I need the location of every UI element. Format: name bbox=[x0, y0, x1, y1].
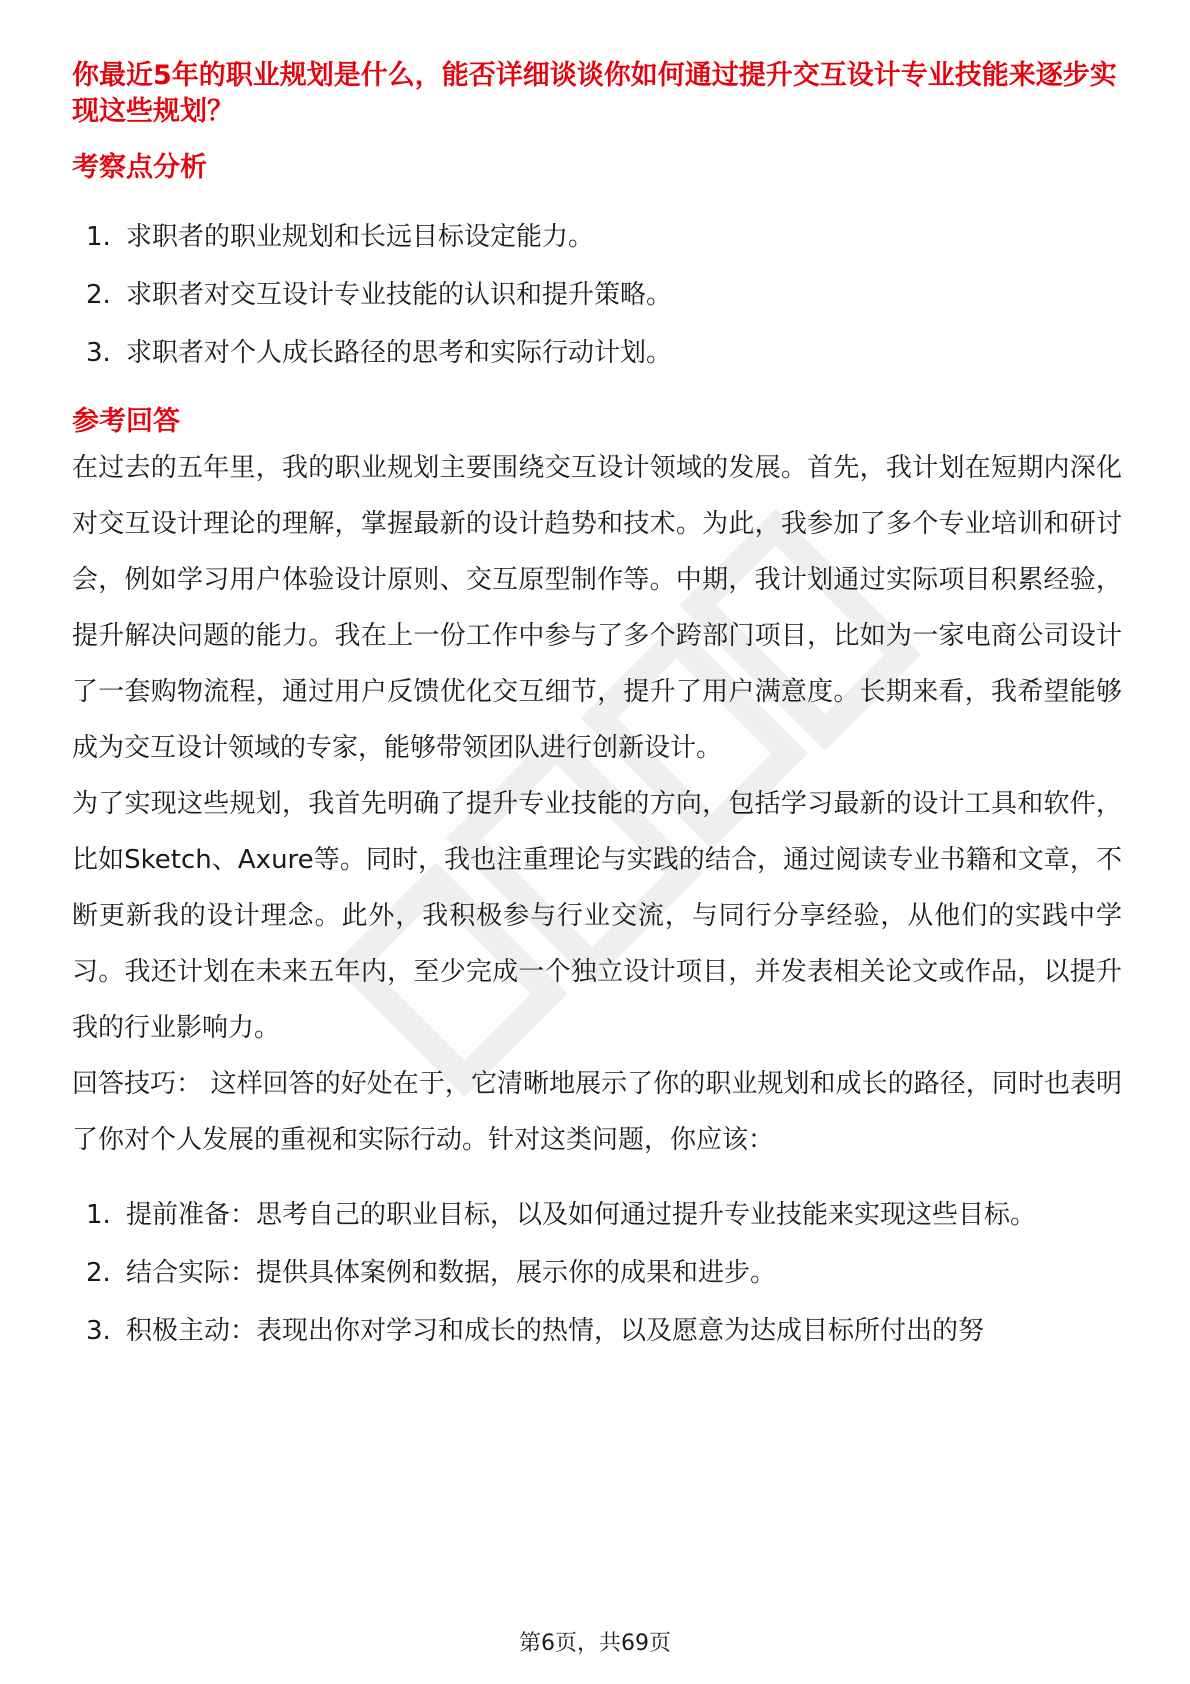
list-text: 求职者的职业规划和长远目标设定能力。 bbox=[126, 222, 595, 252]
list-number: 2. bbox=[86, 280, 111, 310]
list-item bbox=[72, 1186, 1122, 1244]
list-text: 积极主动：表现出你对学习和成长的热情，以及愿意为达成目标所付出的努 bbox=[126, 1316, 985, 1346]
list-text: 结合实际：提供具体案例和数据，展示你的成果和进步。 bbox=[126, 1258, 777, 1288]
list-text: 提前准备：思考自己的职业目标，以及如何通过提升专业技能来实现这些目标。 bbox=[126, 1200, 1037, 1230]
list-item bbox=[72, 266, 1122, 324]
page-number: 第6页，共69页 bbox=[519, 1631, 671, 1656]
list-text: 求职者对交互设计专业技能的认识和提升策略。 bbox=[126, 280, 673, 310]
document-content bbox=[72, 58, 1122, 1360]
list-number: 3. bbox=[86, 338, 111, 368]
question-title: 你最近5年的职业规划是什么，能否详细谈谈你如何通过提升交互设计专业技能来逐步实现这些规划？ bbox=[72, 60, 1117, 127]
list-item bbox=[72, 1244, 1122, 1302]
analysis-list bbox=[72, 208, 1122, 382]
list-text: 求职者对个人成长路径的思考和实际行动计划。 bbox=[126, 338, 673, 368]
tips-intro: 回答技巧： 这样回答的好处在于，它清晰地展示了你的职业规划和成长的路径，同时也表明了你对个人发展的重视和实际行动。针对这类问题，你应该： bbox=[72, 1069, 1122, 1155]
list-item bbox=[72, 208, 1122, 266]
list-number: 2. bbox=[86, 1258, 111, 1288]
analysis-heading: 考察点分析 bbox=[72, 152, 207, 183]
answer-heading: 参考回答 bbox=[72, 406, 180, 437]
list-item bbox=[72, 324, 1122, 382]
answer-paragraph-2: 为了实现这些规划，我首先明确了提升专业技能的方向，包括学习最新的设计工具和软件，比如Sketch、Axure等。同时，我也注重理论与实践的结合，通过阅读专业书籍和文章，不断更新我的设计理念。此外，我积极参与行业交流，与同行分享经验，从他们的实践中学习。我还计划在未来五年内，至少完成一个独立设计项目，并发表相关论文或作品，以提升我的行业影响力。 bbox=[72, 789, 1122, 1043]
list-number: 1. bbox=[86, 1200, 111, 1230]
list-number: 1. bbox=[86, 222, 111, 252]
tips-list bbox=[72, 1186, 1122, 1360]
list-item bbox=[72, 1302, 1122, 1360]
list-number: 3. bbox=[86, 1316, 111, 1346]
answer-paragraph-1: 在过去的五年里，我的职业规划主要围绕交互设计领域的发展。首先，我计划在短期内深化对交互设计理论的理解，掌握最新的设计趋势和技术。为此，我参加了多个专业培训和研讨会，例如学习用户体验设计原则、交互原型制作等。中期，我计划通过实际项目积累经验，提升解决问题的能力。我在上一份工作中参与了多个跨部门项目，比如为一家电商公司设计了一套购物流程，通过用户反馈优化交互细节，提升了用户满意度。长期来看，我希望能够成为交互设计领域的专家，能够带领团队进行创新设计。 bbox=[72, 453, 1122, 763]
